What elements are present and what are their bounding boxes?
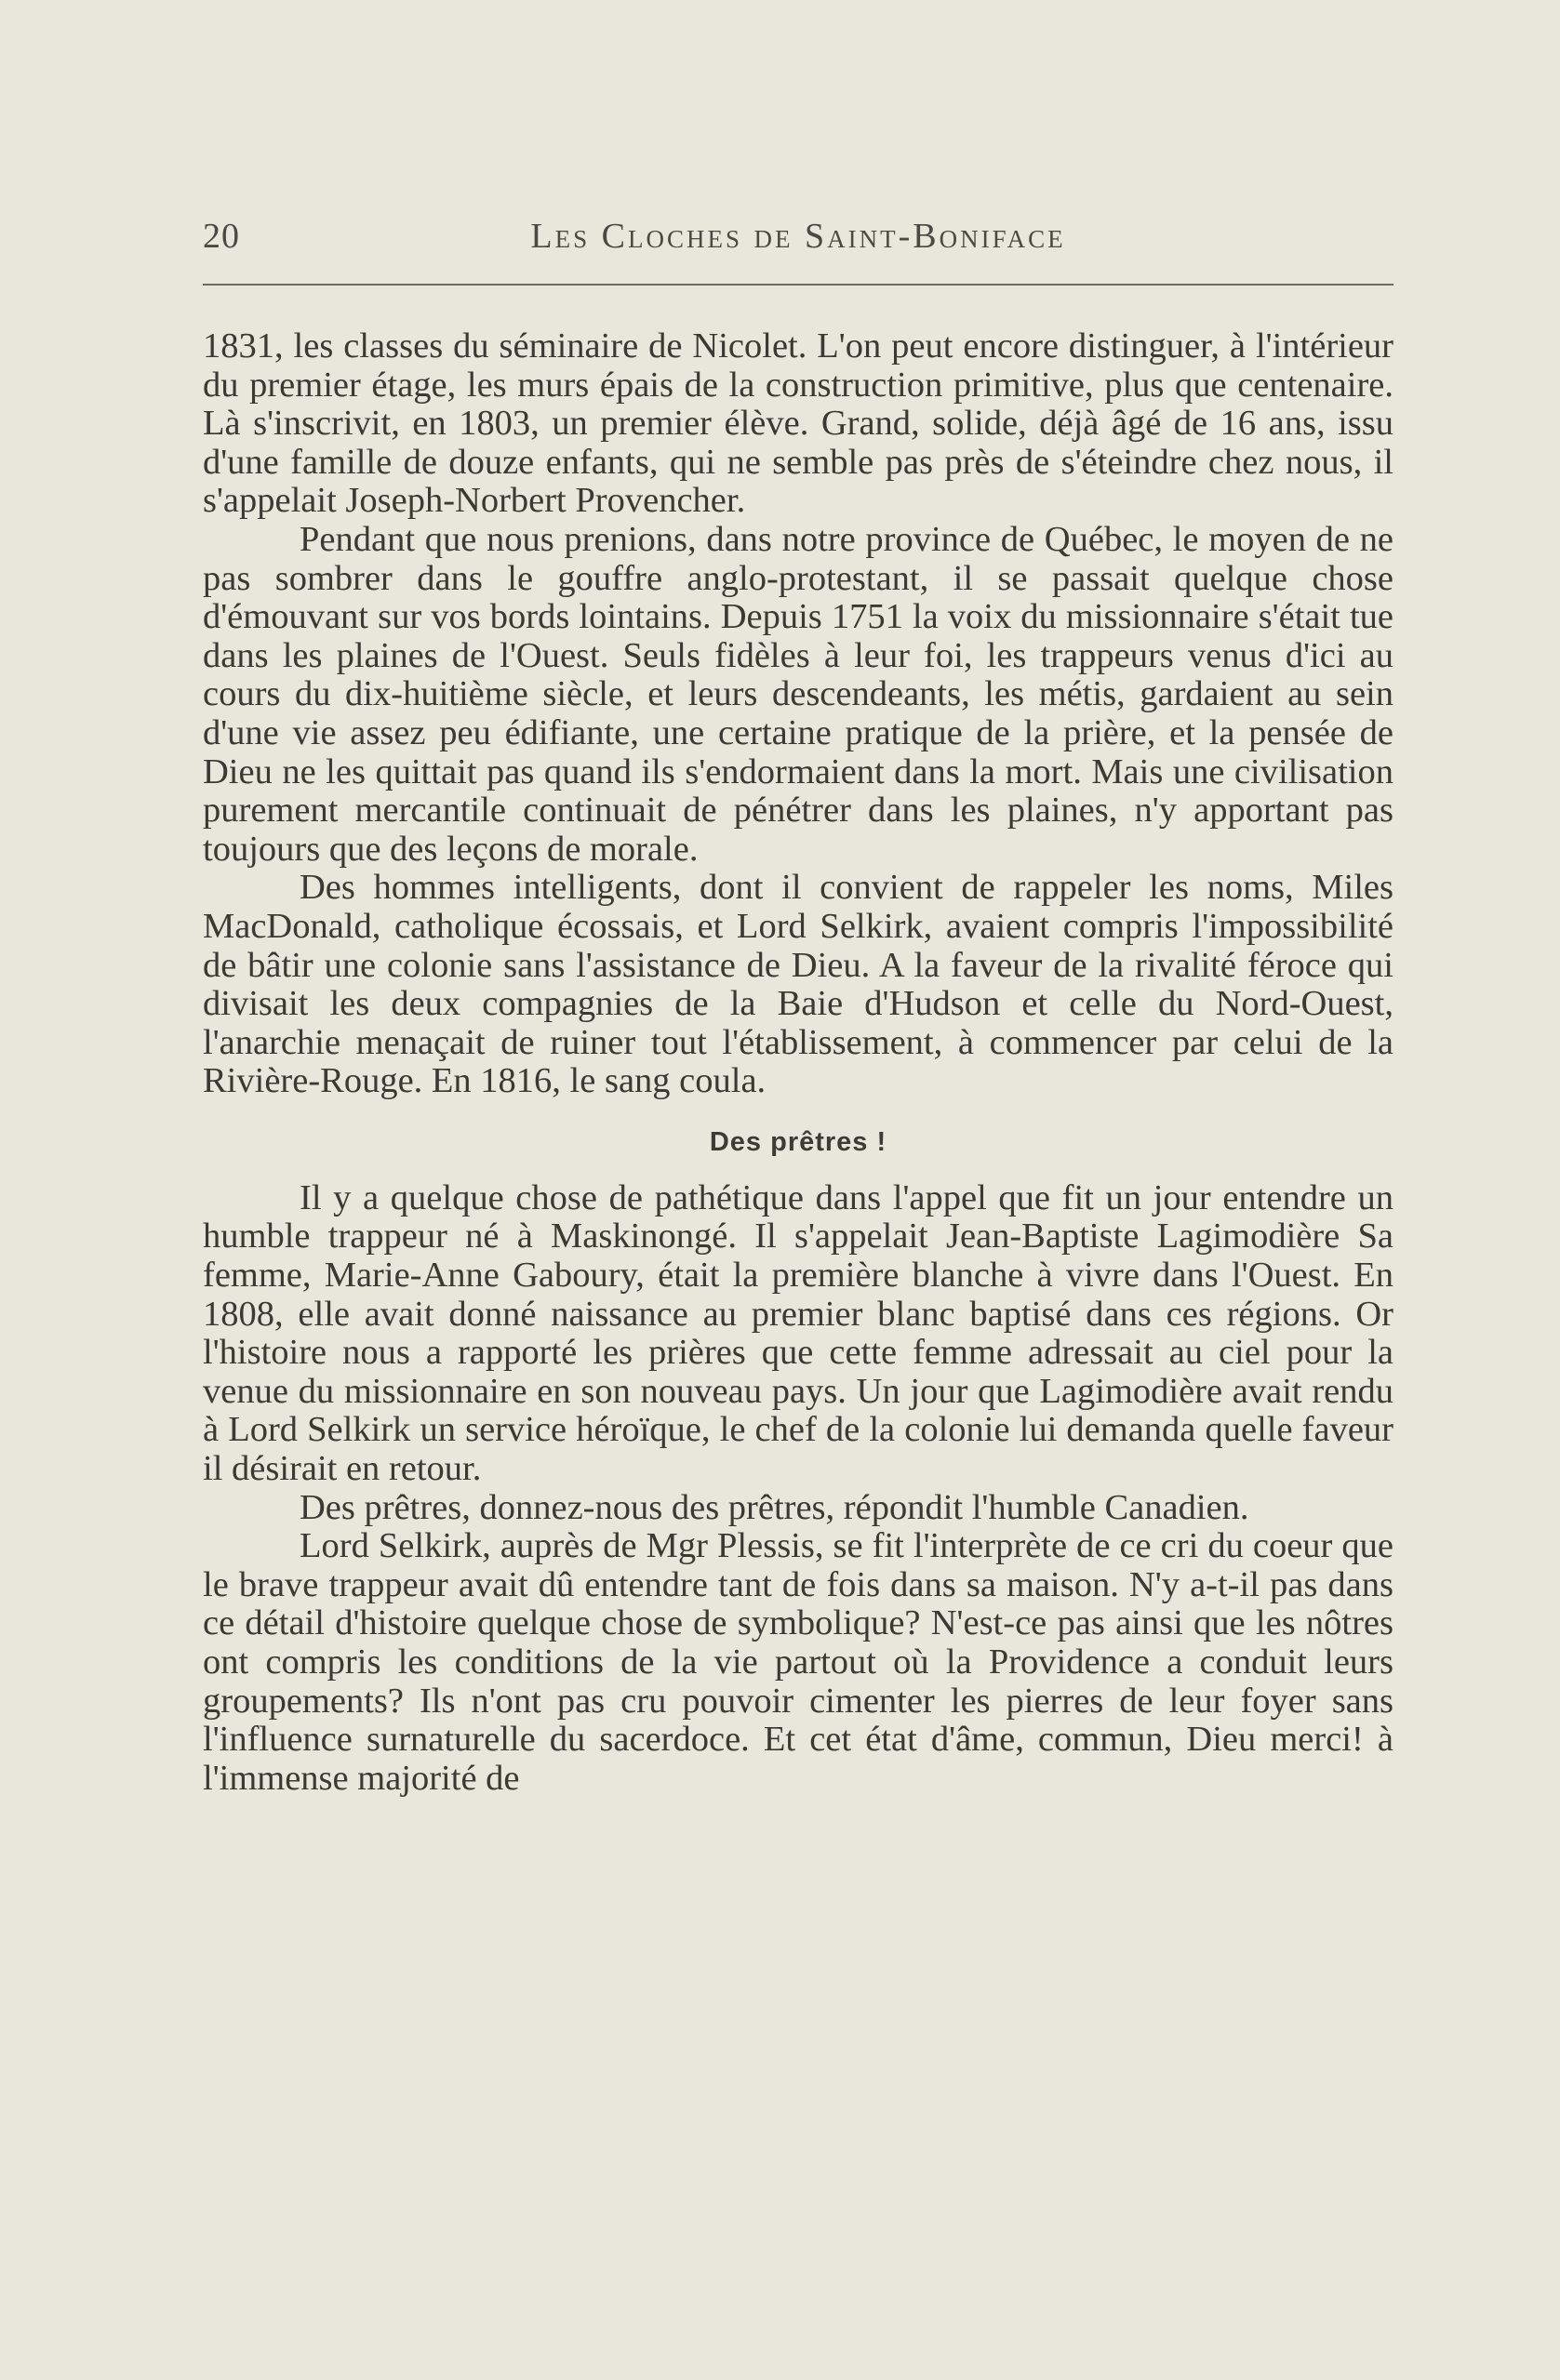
page-header [203, 216, 1393, 270]
section-heading: Des prêtres ! [709, 1126, 887, 1157]
page-number: 20 [203, 217, 240, 256]
body-text [203, 327, 1393, 1798]
paragraph: Des prêtres, donnez-nous des prêtres, répondit l'humble Canadien. [300, 1487, 1249, 1527]
paragraph: Lord Selkirk, auprès de Mgr Plessis, se fit l'interprète de ce cri du coeur que le brave trappeur avait dû entendre tant de fois dans sa maison. N'y a-t-il pas dans ce détail d'histoire quelque chose de symbolique? N'est-ce pas ainsi que les nôtres ont compris les conditions de la vie partout où la Providence a conduit leurs groupements? Ils n'ont pas cru pouvoir cimenter les pierres de leur foyer sans l'influence surnaturelle du sacerdoce. Et cet état d'âme, commun, Dieu merci! à l'immense majorité de [203, 1526, 1393, 1798]
paragraph: Il y a quelque chose de pathétique dans l'appel que fit un jour entendre un humble trappeur né à Maskinongé. Il s'appelait Jean-Baptiste Lagimodière Sa femme, Marie-Anne Gaboury, était la première blanche à vivre dans l'Ouest. En 1808, elle avait donné naissance au premier blanc baptisé dans ces régions. Or l'histoire nous a rapporté les prières que cette femme adressait au ciel pour la venue du missionnaire en son nouveau pays. Un jour que Lagimodière avait rendu à Lord Selkirk un service héroïque, le chef de la colonie lui demanda quelle faveur il désirait en retour. [203, 1177, 1393, 1489]
paragraph: Des hommes intelligents, dont il convient de rappeler les noms, Miles MacDonald, catholique écossais, et Lord Selkirk, avaient compris l'impossibilité de bâtir une colonie sans l'assistance de Dieu. A la faveur de la rivalité féroce qui divisait les deux compagnies de la Baie d'Hudson et celle du Nord-Ouest, l'anarchie menaçait de ruiner tout l'établissement, à commencer par celui de la Rivière-Rouge. En 1816, le sang coula. [203, 868, 1393, 1101]
header-rule [203, 284, 1393, 286]
paragraph: Pendant que nous prenions, dans notre province de Québec, le moyen de ne pas sombrer dans le gouffre anglo-protestant, il se passait quelque chose d'émouvant sur vos bords lointains. Depuis 1751 la voix du missionnaire s'était tue dans les plaines de l'Ouest. Seuls fidèles à leur foi, les trappeurs venus d'ici au cours du dix-huitième siècle, et leurs descendeants, les métis, gardaient au sein d'une vie assez peu édifiante, une certaine pratique de la prière, et la pensée de Dieu ne les quittait pas quand ils s'endormaient dans la mort. Mais une civilisation purement mercantile continuait de pénétrer dans les plaines, n'y apportant pas toujours que des leçons de morale. [203, 519, 1393, 869]
running-title: Les Cloches de Saint-Boniface [530, 217, 1066, 256]
paragraph: 1831, les classes du séminaire de Nicolet. L'on peut encore distinguer, à l'intérieur du premier étage, les murs épais de la construction primitive, plus que centenaire. Là s'inscrivit, en 1803, un premier élève. Grand, solide, déjà âgé de 16 ans, issu d'une famille de douze enfants, qui ne semble pas près de s'éteindre chez nous, il s'appelait Joseph-Norbert Provencher. [203, 326, 1393, 521]
